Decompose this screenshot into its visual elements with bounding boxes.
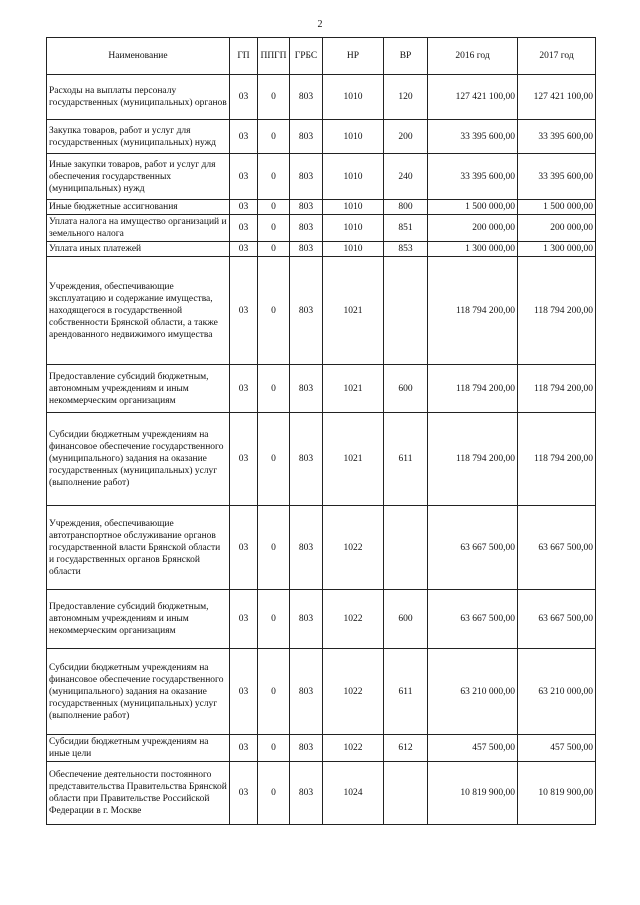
cell-ppgp: 0	[258, 242, 290, 257]
cell-y2016: 127 421 100,00	[428, 75, 518, 120]
cell-y2017: 10 819 900,00	[518, 762, 596, 825]
cell-np: 1010	[323, 215, 384, 242]
cell-grbs: 803	[290, 154, 323, 200]
cell-y2016: 33 395 600,00	[428, 154, 518, 200]
cell-ppgp: 0	[258, 365, 290, 413]
cell-gp: 03	[230, 257, 258, 365]
cell-y2016: 63 667 500,00	[428, 506, 518, 590]
cell-y2016: 200 000,00	[428, 215, 518, 242]
cell-grbs: 803	[290, 413, 323, 506]
cell-np: 1022	[323, 649, 384, 735]
cell-np: 1010	[323, 75, 384, 120]
cell-y2017: 33 395 600,00	[518, 120, 596, 154]
cell-name: Закупка товаров, работ и услуг для государственных (муниципальных) нужд	[47, 120, 230, 154]
cell-vr: 240	[384, 154, 428, 200]
cell-ppgp: 0	[258, 120, 290, 154]
cell-grbs: 803	[290, 120, 323, 154]
cell-name: Субсидии бюджетным учреждениям на финансовое обеспечение государственного (муниципального) задания на оказание государственных (муниципальных) услуг (выполнение работ)	[47, 649, 230, 735]
cell-np: 1022	[323, 735, 384, 762]
cell-np: 1022	[323, 506, 384, 590]
cell-y2017: 127 421 100,00	[518, 75, 596, 120]
cell-vr: 851	[384, 215, 428, 242]
header-2016: 2016 год	[428, 38, 518, 75]
cell-ppgp: 0	[258, 257, 290, 365]
table-row	[47, 215, 596, 242]
cell-grbs: 803	[290, 257, 323, 365]
cell-vr: 612	[384, 735, 428, 762]
cell-gp: 03	[230, 762, 258, 825]
cell-y2016: 118 794 200,00	[428, 257, 518, 365]
table-row	[47, 762, 596, 825]
cell-gp: 03	[230, 242, 258, 257]
cell-gp: 03	[230, 413, 258, 506]
header-2017: 2017 год	[518, 38, 596, 75]
cell-y2017: 200 000,00	[518, 215, 596, 242]
cell-grbs: 803	[290, 590, 323, 649]
cell-ppgp: 0	[258, 215, 290, 242]
cell-name: Иные бюджетные ассигнования	[47, 200, 230, 215]
cell-np: 1010	[323, 242, 384, 257]
table-row	[47, 365, 596, 413]
cell-name: Уплата иных платежей	[47, 242, 230, 257]
cell-name: Субсидии бюджетным учреждениям на иные цели	[47, 735, 230, 762]
cell-y2017: 118 794 200,00	[518, 413, 596, 506]
cell-gp: 03	[230, 365, 258, 413]
cell-ppgp: 0	[258, 506, 290, 590]
cell-vr	[384, 762, 428, 825]
cell-grbs: 803	[290, 365, 323, 413]
cell-vr: 853	[384, 242, 428, 257]
table-row	[47, 506, 596, 590]
cell-np: 1022	[323, 590, 384, 649]
header-row	[47, 38, 596, 75]
table-row	[47, 413, 596, 506]
cell-vr	[384, 506, 428, 590]
cell-ppgp: 0	[258, 762, 290, 825]
cell-y2016: 63 210 000,00	[428, 649, 518, 735]
cell-y2016: 457 500,00	[428, 735, 518, 762]
cell-name: Учреждения, обеспечивающие автотранспортное обслуживание органов государственной власти Брянской области и государственных органов Брянской области	[47, 506, 230, 590]
header-gp: ГП	[230, 38, 258, 75]
cell-y2016: 33 395 600,00	[428, 120, 518, 154]
cell-np: 1024	[323, 762, 384, 825]
header-grbs: ГРБС	[290, 38, 323, 75]
cell-y2016: 118 794 200,00	[428, 365, 518, 413]
table-row	[47, 200, 596, 215]
cell-gp: 03	[230, 200, 258, 215]
cell-y2016: 118 794 200,00	[428, 413, 518, 506]
cell-y2017: 118 794 200,00	[518, 365, 596, 413]
cell-gp: 03	[230, 506, 258, 590]
cell-y2016: 1 300 000,00	[428, 242, 518, 257]
table-row	[47, 735, 596, 762]
header-name: Наименование	[47, 38, 230, 75]
cell-grbs: 803	[290, 242, 323, 257]
cell-np: 1010	[323, 120, 384, 154]
cell-y2016: 1 500 000,00	[428, 200, 518, 215]
cell-np: 1021	[323, 365, 384, 413]
cell-name: Расходы на выплаты персоналу государственных (муниципальных) органов	[47, 75, 230, 120]
cell-vr: 600	[384, 365, 428, 413]
cell-ppgp: 0	[258, 649, 290, 735]
cell-grbs: 803	[290, 649, 323, 735]
cell-y2016: 63 667 500,00	[428, 590, 518, 649]
cell-name: Иные закупки товаров, работ и услуг для обеспечения государственных (муниципальных) нужд	[47, 154, 230, 200]
cell-grbs: 803	[290, 762, 323, 825]
table-row	[47, 75, 596, 120]
cell-vr: 120	[384, 75, 428, 120]
cell-gp: 03	[230, 215, 258, 242]
cell-np: 1021	[323, 257, 384, 365]
cell-name: Субсидии бюджетным учреждениям на финансовое обеспечение государственного (муниципального) задания на оказание государственных (муниципальных) услуг (выполнение работ)	[47, 413, 230, 506]
cell-gp: 03	[230, 120, 258, 154]
table-row	[47, 120, 596, 154]
table-row	[47, 590, 596, 649]
header-ppgp: ППГП	[258, 38, 290, 75]
cell-y2017: 63 667 500,00	[518, 590, 596, 649]
cell-y2017: 1 500 000,00	[518, 200, 596, 215]
cell-vr: 611	[384, 649, 428, 735]
table-row	[47, 649, 596, 735]
cell-gp: 03	[230, 649, 258, 735]
cell-ppgp: 0	[258, 735, 290, 762]
cell-grbs: 803	[290, 735, 323, 762]
cell-y2017: 457 500,00	[518, 735, 596, 762]
cell-name: Уплата налога на имущество организаций и земельного налога	[47, 215, 230, 242]
cell-np: 1010	[323, 154, 384, 200]
cell-name: Предоставление субсидий бюджетным, автономным учреждениям и иным некоммерческим организациям	[47, 590, 230, 649]
cell-gp: 03	[230, 75, 258, 120]
cell-grbs: 803	[290, 75, 323, 120]
cell-name: Учреждения, обеспечивающие эксплуатацию и содержание имущества, находящегося в государственной собственности Брянской области, а также арендованного недвижимого имущества	[47, 257, 230, 365]
budget-table	[46, 37, 596, 825]
table-row	[47, 154, 596, 200]
cell-y2017: 33 395 600,00	[518, 154, 596, 200]
header-vr: ВР	[384, 38, 428, 75]
cell-name: Обеспечение деятельности постоянного представительства Правительства Брянской области при Правительстве Российской Федерации в г. Москве	[47, 762, 230, 825]
cell-gp: 03	[230, 154, 258, 200]
cell-vr	[384, 257, 428, 365]
cell-vr: 611	[384, 413, 428, 506]
cell-name: Предоставление субсидий бюджетным, автономным учреждениям и иным некоммерческим организациям	[47, 365, 230, 413]
cell-ppgp: 0	[258, 200, 290, 215]
header-np: НР	[323, 38, 384, 75]
cell-ppgp: 0	[258, 75, 290, 120]
table-row	[47, 242, 596, 257]
table-row	[47, 257, 596, 365]
cell-grbs: 803	[290, 506, 323, 590]
cell-vr: 600	[384, 590, 428, 649]
cell-y2016: 10 819 900,00	[428, 762, 518, 825]
cell-vr: 200	[384, 120, 428, 154]
cell-y2017: 63 210 000,00	[518, 649, 596, 735]
cell-ppgp: 0	[258, 413, 290, 506]
cell-y2017: 1 300 000,00	[518, 242, 596, 257]
cell-grbs: 803	[290, 215, 323, 242]
cell-y2017: 118 794 200,00	[518, 257, 596, 365]
cell-np: 1010	[323, 200, 384, 215]
cell-ppgp: 0	[258, 154, 290, 200]
cell-ppgp: 0	[258, 590, 290, 649]
page-number: 2	[317, 19, 323, 30]
cell-gp: 03	[230, 590, 258, 649]
cell-np: 1021	[323, 413, 384, 506]
cell-gp: 03	[230, 735, 258, 762]
cell-vr: 800	[384, 200, 428, 215]
cell-y2017: 63 667 500,00	[518, 506, 596, 590]
cell-grbs: 803	[290, 200, 323, 215]
